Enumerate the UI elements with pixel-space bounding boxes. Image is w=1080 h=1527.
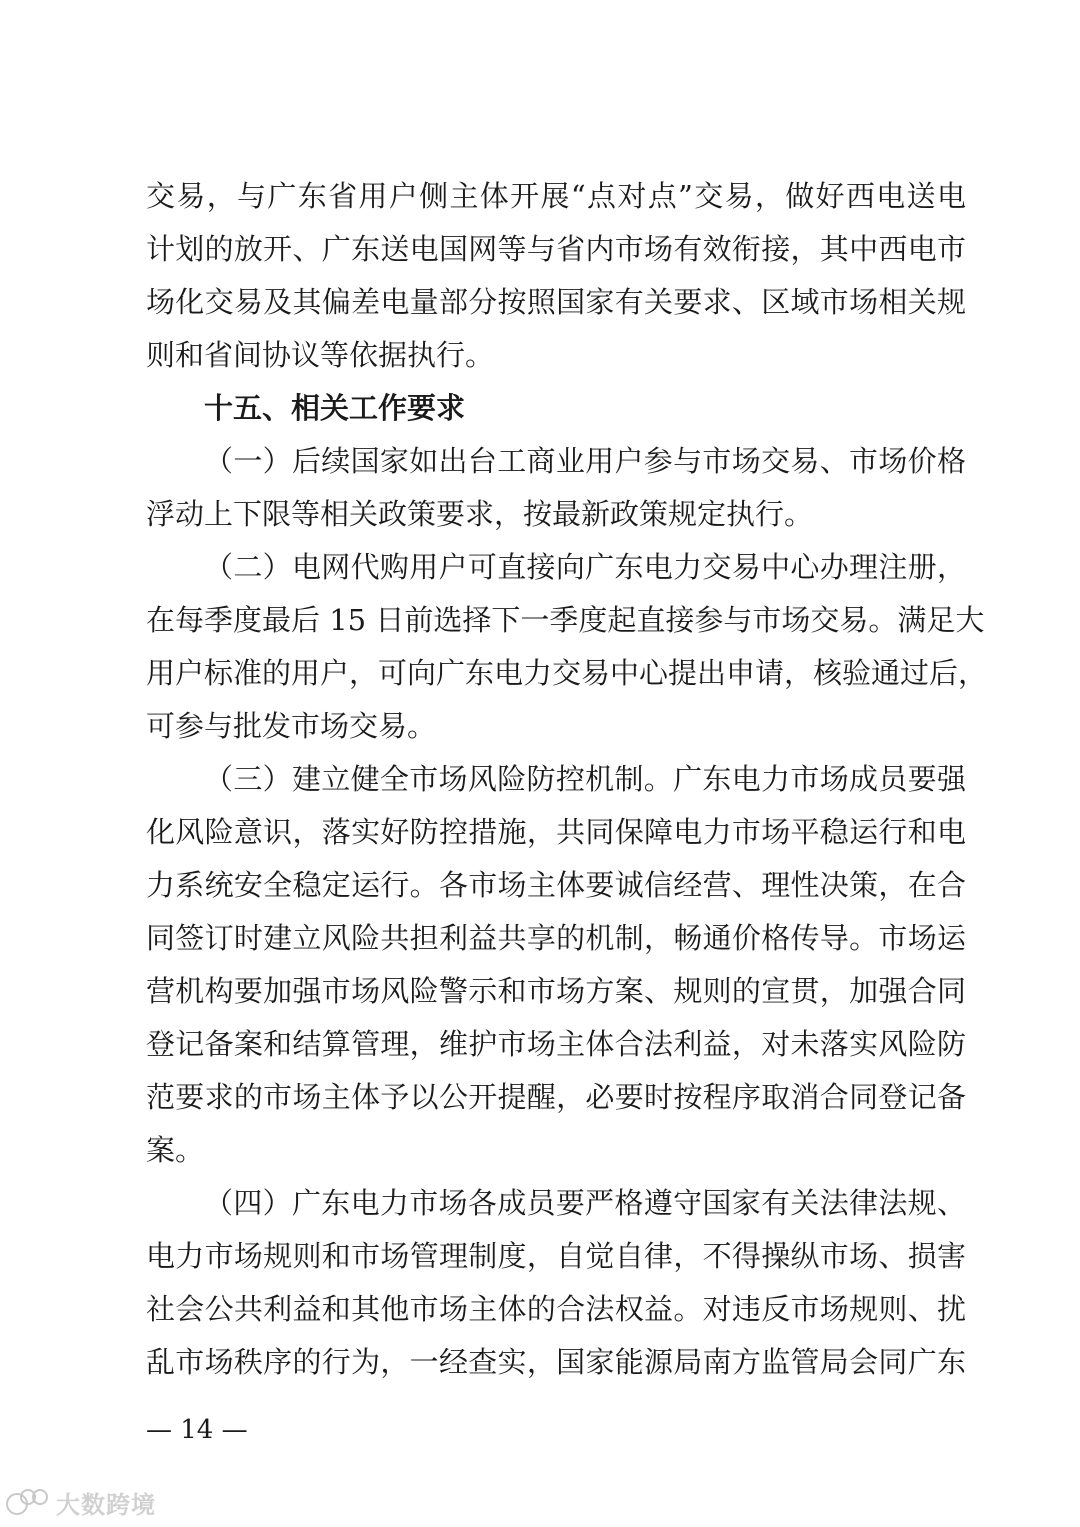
paragraph-2-line: 用户标准的用户，可向广东电力交易中心提出申请，核验通过后， xyxy=(146,656,988,690)
watermark xyxy=(6,1484,156,1520)
paragraph-3-line: 营机构要加强市场风险警示和市场方案、规则的宣贯，加强合同 xyxy=(146,974,966,1008)
paragraph-2-line: 在每季度最后 15 日前选择下一季度起直接参与市场交易。满足大 xyxy=(146,603,985,637)
section-heading: 十五、相关工作要求 xyxy=(204,391,466,425)
brand-logo-icon xyxy=(6,1487,52,1517)
body-line: 计划的放开、广东送电国网等与省内市场有效衔接，其中西电市 xyxy=(146,232,966,266)
paragraph-3-line: 案。 xyxy=(146,1133,205,1167)
paragraph-4-line: 社会公共利益和其他市场主体的合法权益。对违反市场规则、扰 xyxy=(146,1292,966,1326)
paragraph-2-line: 可参与批发市场交易。 xyxy=(146,709,437,743)
paragraph-4-line: 电力市场规则和市场管理制度，自觉自律，不得操纵市场、损害 xyxy=(146,1239,966,1273)
paragraph-3-line: 范要求的市场主体予以公开提醒，必要时按程序取消合同登记备 xyxy=(146,1080,966,1114)
page-number: — 14 — xyxy=(146,1415,248,1445)
body-line: 场化交易及其偏差电量部分按照国家有关要求、区域市场相关规 xyxy=(146,285,966,319)
paragraph-1-line: （一）后续国家如出台工商业用户参与市场交易、市场价格 xyxy=(204,444,966,478)
watermark-text: 大数跨境 xyxy=(56,1490,156,1519)
body-line: 则和省间协议等依据执行。 xyxy=(146,338,495,372)
paragraph-4-line: 乱市场秩序的行为，一经查实，国家能源局南方监管局会同广东 xyxy=(146,1345,966,1379)
paragraph-3-line: 登记备案和结算管理，维护市场主体合法利益，对未落实风险防 xyxy=(146,1027,966,1061)
paragraph-4-line: （四）广东电力市场各成员要严格遵守国家有关法律法规、 xyxy=(204,1186,966,1220)
paragraph-1-line: 浮动上下限等相关政策要求，按最新政策规定执行。 xyxy=(146,497,814,531)
paragraph-3-line: 力系统安全稳定运行。各市场主体要诚信经营、理性决策，在合 xyxy=(146,868,966,902)
paragraph-2-line: （二）电网代购用户可直接向广东电力交易中心办理注册， xyxy=(204,550,966,584)
body-line: 交易，与广东省用户侧主体开展“点对点”交易，做好西电送电 xyxy=(146,179,966,213)
paragraph-3-line: 同签订时建立风险共担利益共享的机制，畅通价格传导。市场运 xyxy=(146,921,966,955)
paragraph-3-line: 化风险意识，落实好防控措施，共同保障电力市场平稳运行和电 xyxy=(146,815,966,849)
paragraph-3-line: （三）建立健全市场风险防控机制。广东电力市场成员要强 xyxy=(204,762,966,796)
